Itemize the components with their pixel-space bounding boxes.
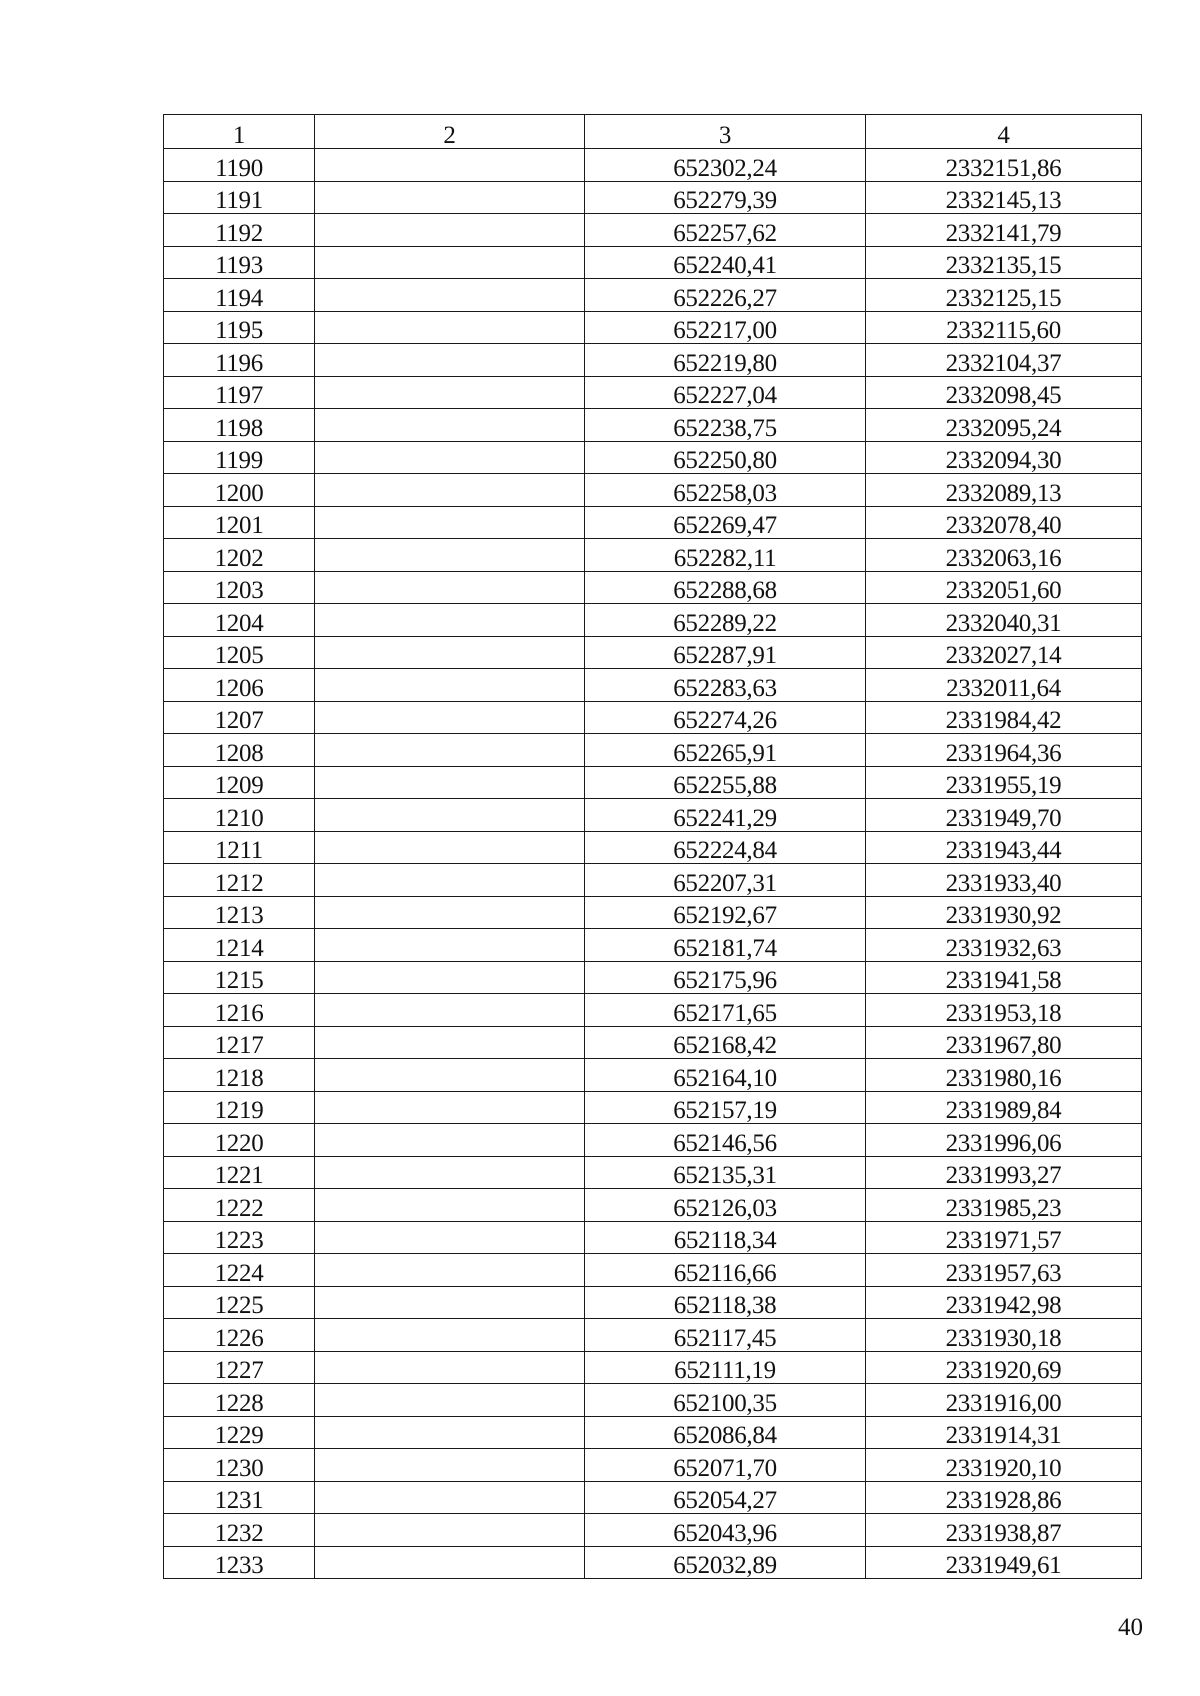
column-2-cell [315,344,585,377]
coordinate-y-cell: 2331953,18 [866,994,1142,1027]
column-2-cell [315,1319,585,1352]
table-row [164,279,1142,312]
coordinate-x-cell: 652265,91 [585,734,866,767]
point-number-cell: 1208 [164,734,315,767]
table-row [164,1351,1142,1384]
point-number-cell: 1194 [164,279,315,312]
coordinate-x-cell: 652116,66 [585,1254,866,1287]
table-header-row [164,115,1142,149]
coordinate-x-cell: 652146,56 [585,1124,866,1157]
coordinates-table [163,114,1142,1579]
column-2-cell [315,311,585,344]
table-row [164,1319,1142,1352]
point-number-cell: 1206 [164,669,315,702]
point-number-cell: 1219 [164,1091,315,1124]
column-2-cell [315,506,585,539]
point-number-cell: 1210 [164,799,315,832]
coordinate-x-cell: 652274,26 [585,701,866,734]
table-row [164,831,1142,864]
point-number-cell: 1196 [164,344,315,377]
column-2-cell [315,441,585,474]
column-2-cell [315,1189,585,1222]
coordinate-y-cell: 2331930,18 [866,1319,1142,1352]
point-number-cell: 1223 [164,1221,315,1254]
coordinate-x-cell: 652257,62 [585,214,866,247]
column-header-1: 1 [164,115,315,149]
point-number-cell: 1213 [164,896,315,929]
column-header-4: 4 [866,115,1142,149]
column-2-cell [315,896,585,929]
coordinate-x-cell: 652219,80 [585,344,866,377]
column-2-cell [315,766,585,799]
point-number-cell: 1201 [164,506,315,539]
point-number-cell: 1224 [164,1254,315,1287]
table-row [164,1026,1142,1059]
coordinate-y-cell: 2331920,10 [866,1449,1142,1482]
point-number-cell: 1229 [164,1416,315,1449]
column-2-cell [315,571,585,604]
table-row [164,1254,1142,1287]
coordinate-x-cell: 652255,88 [585,766,866,799]
point-number-cell: 1225 [164,1286,315,1319]
column-2-cell [315,214,585,247]
point-number-cell: 1197 [164,376,315,409]
column-2-cell [315,1351,585,1384]
coordinate-y-cell: 2332135,15 [866,246,1142,279]
table-row [164,246,1142,279]
column-2-cell [315,799,585,832]
coordinate-y-cell: 2331985,23 [866,1189,1142,1222]
point-number-cell: 1207 [164,701,315,734]
point-number-cell: 1211 [164,831,315,864]
coordinate-y-cell: 2332051,60 [866,571,1142,604]
coordinate-x-cell: 652226,27 [585,279,866,312]
coordinate-y-cell: 2331993,27 [866,1156,1142,1189]
point-number-cell: 1200 [164,474,315,507]
column-2-cell [315,474,585,507]
table-row [164,149,1142,182]
coordinate-y-cell: 2331984,42 [866,701,1142,734]
coordinate-y-cell: 2332089,13 [866,474,1142,507]
point-number-cell: 1214 [164,929,315,962]
table-row [164,994,1142,1027]
point-number-cell: 1203 [164,571,315,604]
coordinate-x-cell: 652032,89 [585,1546,866,1579]
coordinate-x-cell: 652258,03 [585,474,866,507]
coordinate-y-cell: 2331957,63 [866,1254,1142,1287]
page-number: 40 [1118,1614,1143,1641]
table-row [164,409,1142,442]
column-2-cell [315,604,585,637]
coordinate-y-cell: 2331932,63 [866,929,1142,962]
point-number-cell: 1191 [164,181,315,214]
column-2-cell [315,1124,585,1157]
table-row [164,1481,1142,1514]
coordinate-y-cell: 2332145,13 [866,181,1142,214]
coordinate-x-cell: 652287,91 [585,636,866,669]
coordinate-x-cell: 652282,11 [585,539,866,572]
point-number-cell: 1227 [164,1351,315,1384]
coordinate-x-cell: 652250,80 [585,441,866,474]
table-row [164,1189,1142,1222]
column-2-cell [315,1091,585,1124]
point-number-cell: 1230 [164,1449,315,1482]
column-2-cell [315,636,585,669]
coordinate-x-cell: 652181,74 [585,929,866,962]
table-row [164,1221,1142,1254]
column-2-cell [315,409,585,442]
coordinate-x-cell: 652241,29 [585,799,866,832]
column-2-cell [315,539,585,572]
coordinate-x-cell: 652289,22 [585,604,866,637]
table-row [164,1286,1142,1319]
column-2-cell [315,1481,585,1514]
table-row [164,441,1142,474]
column-2-cell [315,1026,585,1059]
point-number-cell: 1216 [164,994,315,1027]
column-2-cell [315,961,585,994]
coordinate-x-cell: 652100,35 [585,1384,866,1417]
column-2-cell [315,831,585,864]
point-number-cell: 1226 [164,1319,315,1352]
coordinate-x-cell: 652238,75 [585,409,866,442]
coordinate-y-cell: 2331933,40 [866,864,1142,897]
coordinate-x-cell: 652118,34 [585,1221,866,1254]
coordinate-y-cell: 2331955,19 [866,766,1142,799]
coordinate-x-cell: 652175,96 [585,961,866,994]
coordinate-x-cell: 652217,00 [585,311,866,344]
point-number-cell: 1198 [164,409,315,442]
coordinate-x-cell: 652117,45 [585,1319,866,1352]
point-number-cell: 1233 [164,1546,315,1579]
point-number-cell: 1228 [164,1384,315,1417]
coordinate-y-cell: 2332141,79 [866,214,1142,247]
point-number-cell: 1212 [164,864,315,897]
point-number-cell: 1221 [164,1156,315,1189]
table-row [164,506,1142,539]
column-2-cell [315,1449,585,1482]
point-number-cell: 1209 [164,766,315,799]
column-2-cell [315,994,585,1027]
column-2-cell [315,376,585,409]
coordinate-y-cell: 2332095,24 [866,409,1142,442]
table-row [164,896,1142,929]
coordinate-x-cell: 652171,65 [585,994,866,1027]
coordinate-y-cell: 2331920,69 [866,1351,1142,1384]
coordinate-y-cell: 2331980,16 [866,1059,1142,1092]
point-number-cell: 1222 [164,1189,315,1222]
coordinate-y-cell: 2332078,40 [866,506,1142,539]
point-number-cell: 1204 [164,604,315,637]
table-row [164,1156,1142,1189]
coordinate-y-cell: 2332063,16 [866,539,1142,572]
coordinate-x-cell: 652043,96 [585,1514,866,1547]
column-2-cell [315,1286,585,1319]
coordinate-y-cell: 2332098,45 [866,376,1142,409]
table-row [164,929,1142,962]
table-row [164,1416,1142,1449]
table-body [164,149,1142,1579]
coordinate-x-cell: 652279,39 [585,181,866,214]
coordinate-x-cell: 652302,24 [585,149,866,182]
column-2-cell [315,1384,585,1417]
coordinate-x-cell: 652227,04 [585,376,866,409]
coordinate-y-cell: 2332115,60 [866,311,1142,344]
coordinate-y-cell: 2331971,57 [866,1221,1142,1254]
table-row [164,376,1142,409]
point-number-cell: 1205 [164,636,315,669]
table-row [164,474,1142,507]
point-number-cell: 1190 [164,149,315,182]
table-row [164,734,1142,767]
point-number-cell: 1217 [164,1026,315,1059]
table-row [164,864,1142,897]
column-2-cell [315,1514,585,1547]
table-row [164,604,1142,637]
column-2-cell [315,734,585,767]
coordinate-y-cell: 2331941,58 [866,961,1142,994]
coordinate-y-cell: 2332027,14 [866,636,1142,669]
table-row [164,1091,1142,1124]
table-row [164,799,1142,832]
column-2-cell [315,1156,585,1189]
coordinate-y-cell: 2331949,70 [866,799,1142,832]
point-number-cell: 1193 [164,246,315,279]
table-row [164,571,1142,604]
table-row [164,214,1142,247]
coordinate-y-cell: 2331930,92 [866,896,1142,929]
column-2-cell [315,669,585,702]
table-row [164,344,1142,377]
coordinate-x-cell: 652269,47 [585,506,866,539]
column-2-cell [315,929,585,962]
column-2-cell [315,1546,585,1579]
table-row [164,1059,1142,1092]
coordinate-x-cell: 652207,31 [585,864,866,897]
coordinate-x-cell: 652224,84 [585,831,866,864]
column-2-cell [315,1416,585,1449]
table-row [164,1449,1142,1482]
coordinate-y-cell: 2332125,15 [866,279,1142,312]
coordinate-y-cell: 2331949,61 [866,1546,1142,1579]
coordinate-y-cell: 2332104,37 [866,344,1142,377]
table-row [164,1124,1142,1157]
coordinate-x-cell: 652086,84 [585,1416,866,1449]
point-number-cell: 1232 [164,1514,315,1547]
table-row [164,311,1142,344]
table-row [164,539,1142,572]
coordinate-y-cell: 2332094,30 [866,441,1142,474]
coordinate-y-cell: 2331916,00 [866,1384,1142,1417]
column-2-cell [315,1059,585,1092]
column-2-cell [315,246,585,279]
table-row [164,669,1142,702]
coordinate-y-cell: 2331996,06 [866,1124,1142,1157]
column-2-cell [315,1254,585,1287]
column-header-2: 2 [315,115,585,149]
table-row [164,766,1142,799]
coordinate-x-cell: 652126,03 [585,1189,866,1222]
table-row [164,1546,1142,1579]
point-number-cell: 1195 [164,311,315,344]
coordinate-x-cell: 652118,38 [585,1286,866,1319]
coordinate-x-cell: 652157,19 [585,1091,866,1124]
point-number-cell: 1218 [164,1059,315,1092]
point-number-cell: 1199 [164,441,315,474]
coordinate-y-cell: 2331914,31 [866,1416,1142,1449]
coordinate-y-cell: 2332151,86 [866,149,1142,182]
column-2-cell [315,149,585,182]
coordinate-y-cell: 2332040,31 [866,604,1142,637]
coordinate-y-cell: 2331964,36 [866,734,1142,767]
coordinate-x-cell: 652135,31 [585,1156,866,1189]
table-row [164,636,1142,669]
column-2-cell [315,1221,585,1254]
table-row [164,961,1142,994]
table-row [164,1514,1142,1547]
point-number-cell: 1220 [164,1124,315,1157]
coordinate-x-cell: 652164,10 [585,1059,866,1092]
coordinate-x-cell: 652071,70 [585,1449,866,1482]
table-row [164,701,1142,734]
coordinate-x-cell: 652283,63 [585,669,866,702]
column-2-cell [315,279,585,312]
coordinate-x-cell: 652288,68 [585,571,866,604]
point-number-cell: 1202 [164,539,315,572]
coordinate-y-cell: 2331928,86 [866,1481,1142,1514]
point-number-cell: 1215 [164,961,315,994]
coordinate-y-cell: 2331967,80 [866,1026,1142,1059]
coordinate-y-cell: 2331989,84 [866,1091,1142,1124]
point-number-cell: 1192 [164,214,315,247]
column-2-cell [315,864,585,897]
coordinate-x-cell: 652111,19 [585,1351,866,1384]
coordinate-x-cell: 652192,67 [585,896,866,929]
column-2-cell [315,701,585,734]
coordinate-x-cell: 652240,41 [585,246,866,279]
coordinate-y-cell: 2331938,87 [866,1514,1142,1547]
coordinate-y-cell: 2332011,64 [866,669,1142,702]
coordinate-x-cell: 652054,27 [585,1481,866,1514]
column-header-3: 3 [585,115,866,149]
table-row [164,1384,1142,1417]
column-2-cell [315,181,585,214]
coordinate-y-cell: 2331942,98 [866,1286,1142,1319]
table-row [164,181,1142,214]
coordinate-x-cell: 652168,42 [585,1026,866,1059]
coordinate-y-cell: 2331943,44 [866,831,1142,864]
point-number-cell: 1231 [164,1481,315,1514]
